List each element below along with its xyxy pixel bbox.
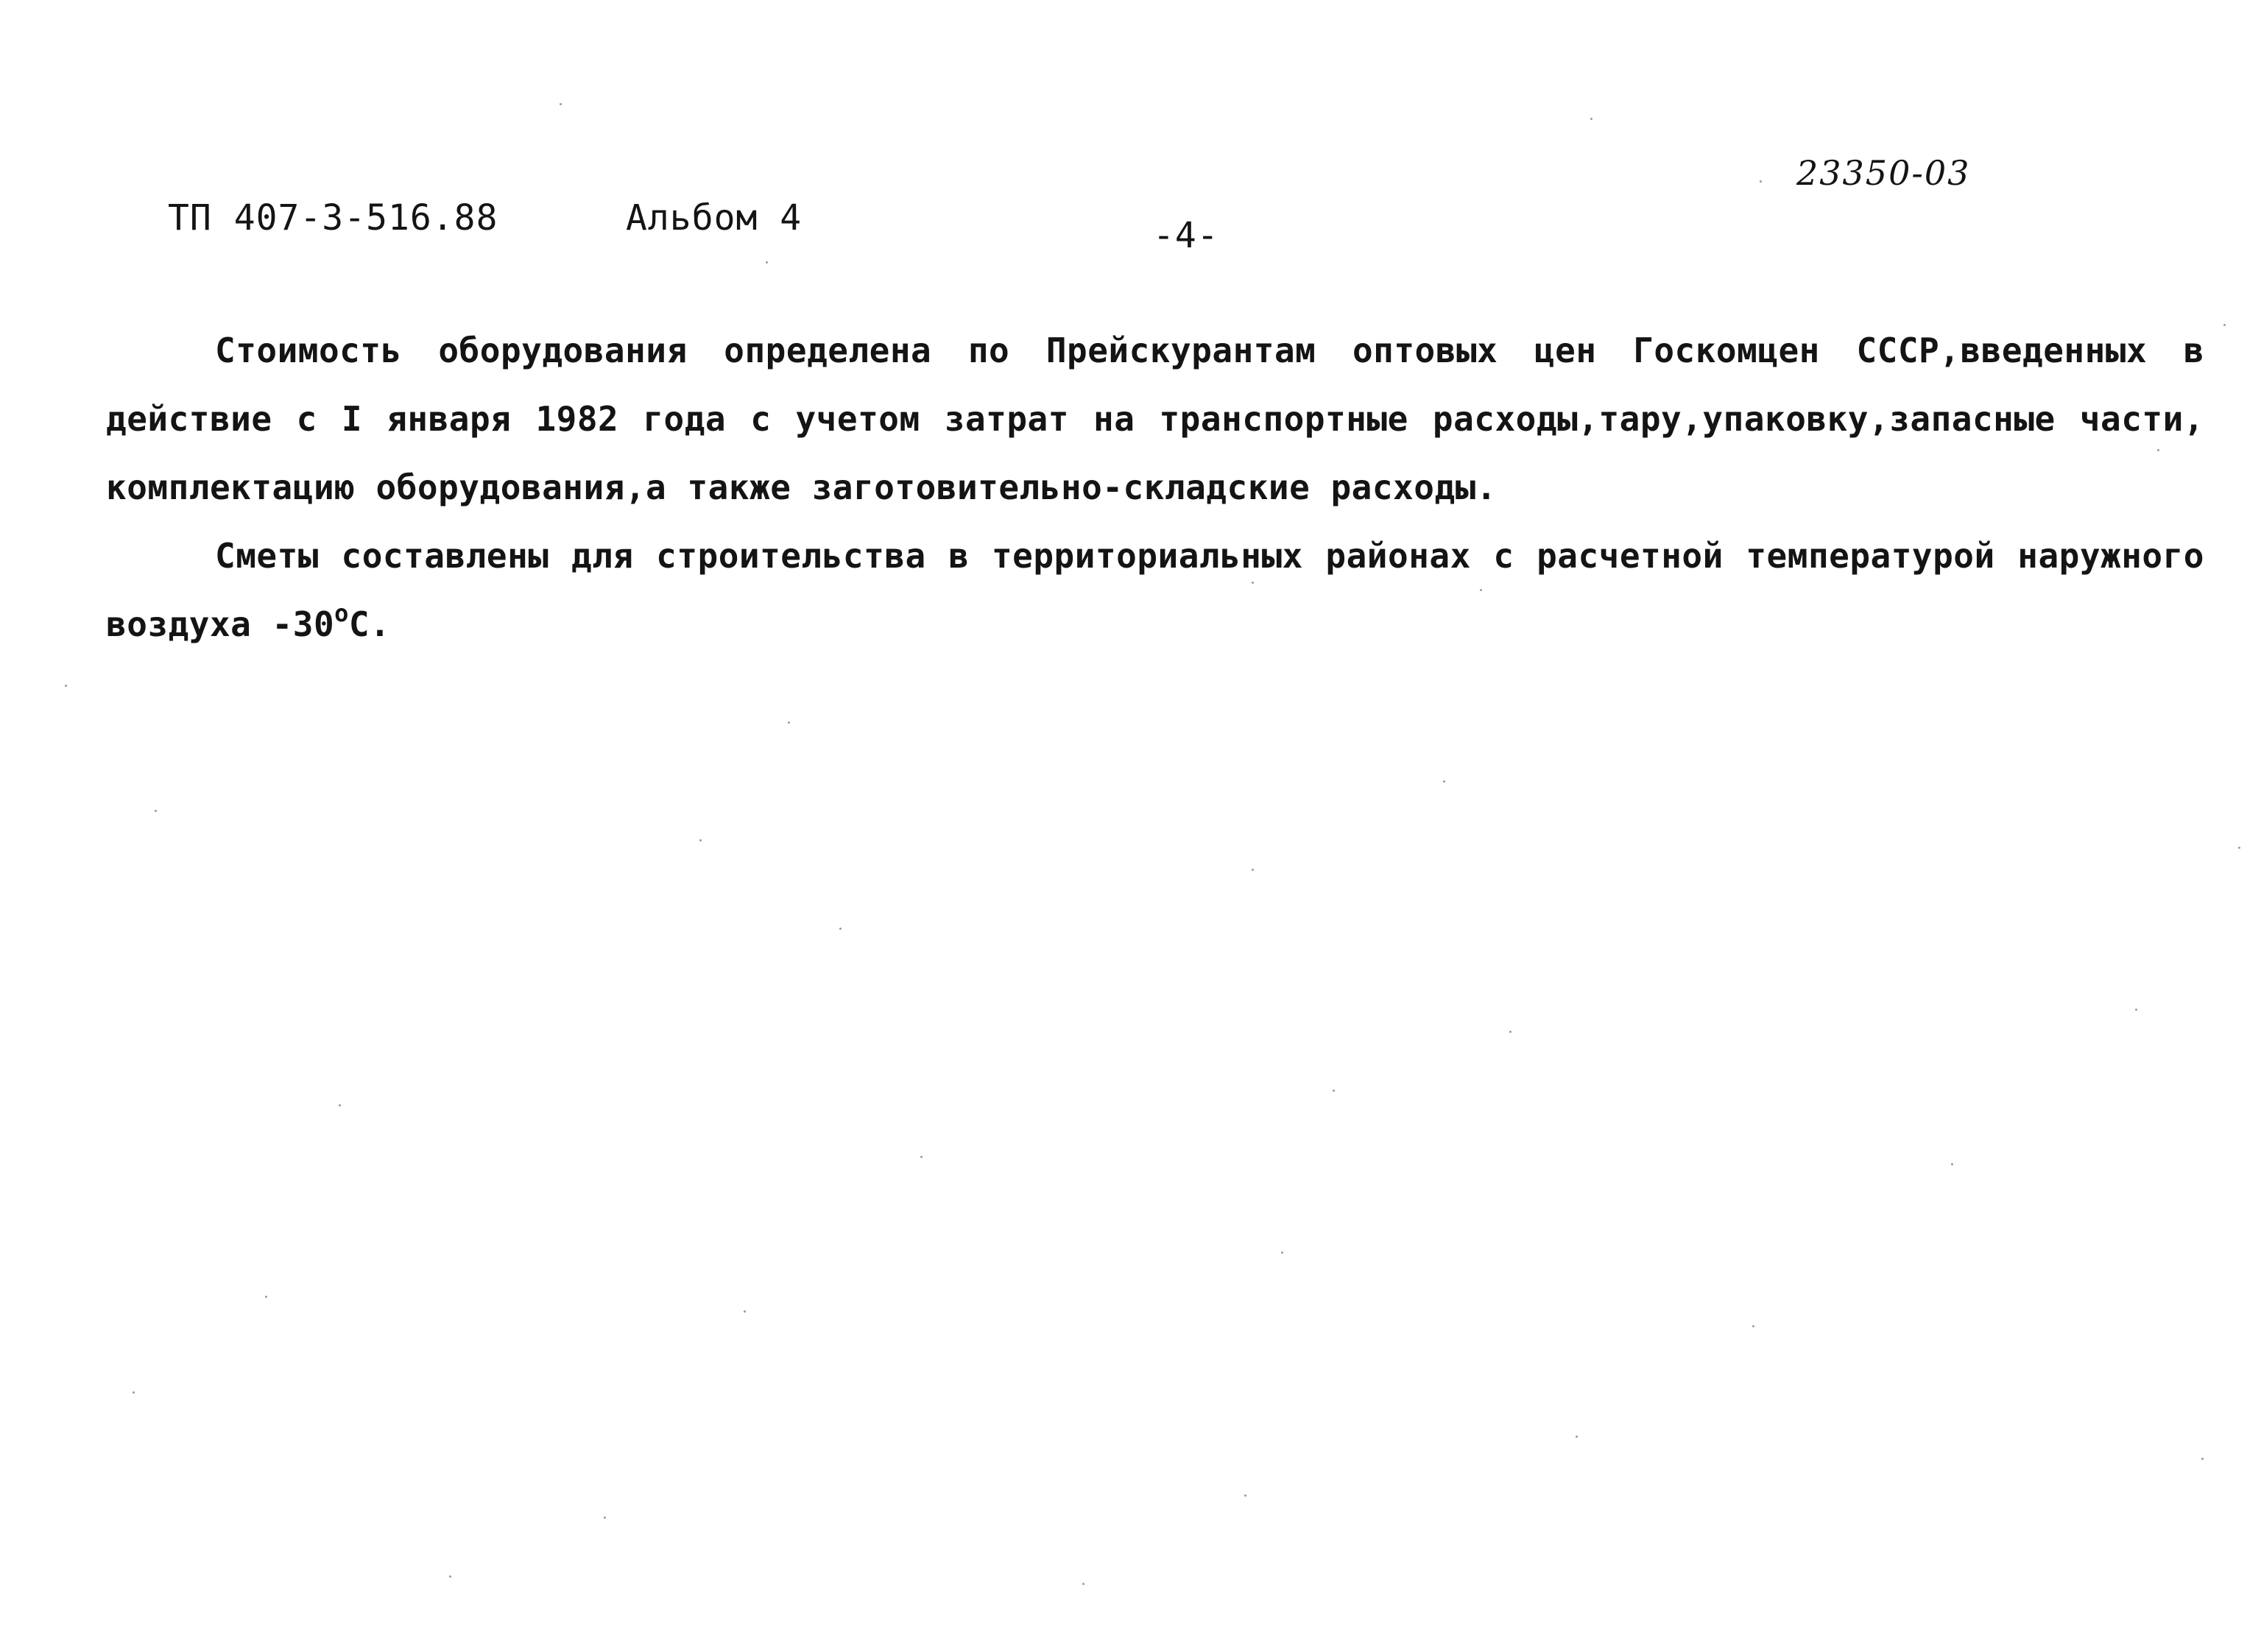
paragraph-equipment-cost: Стоимость оборудования определена по Прейскурантам оптовых цен Госкомцен СССР,введенных в действие с I января 1982 года с учетом затрат на транспортные расходы,тару,упаковку,запасные части, комплектацию оборудования,а также заготовительно-складские расходы. (106, 331, 2204, 507)
paragraph-estimates (106, 522, 2204, 663)
body-text (106, 317, 2204, 663)
archive-number-handwritten: 23350-03 (1796, 153, 1971, 193)
paragraph-estimates-text: Сметы составлены для строительства в территориальных районах с расчетной температурой наружного воздуха -30 (106, 536, 2204, 644)
page-number: -4- (1153, 215, 1219, 256)
degree-symbol: o (334, 599, 349, 627)
temperature-unit: С. (348, 604, 391, 644)
document-code: ТП 407-3-516.88 (168, 197, 498, 239)
album-label: Альбом 4 (626, 197, 803, 239)
